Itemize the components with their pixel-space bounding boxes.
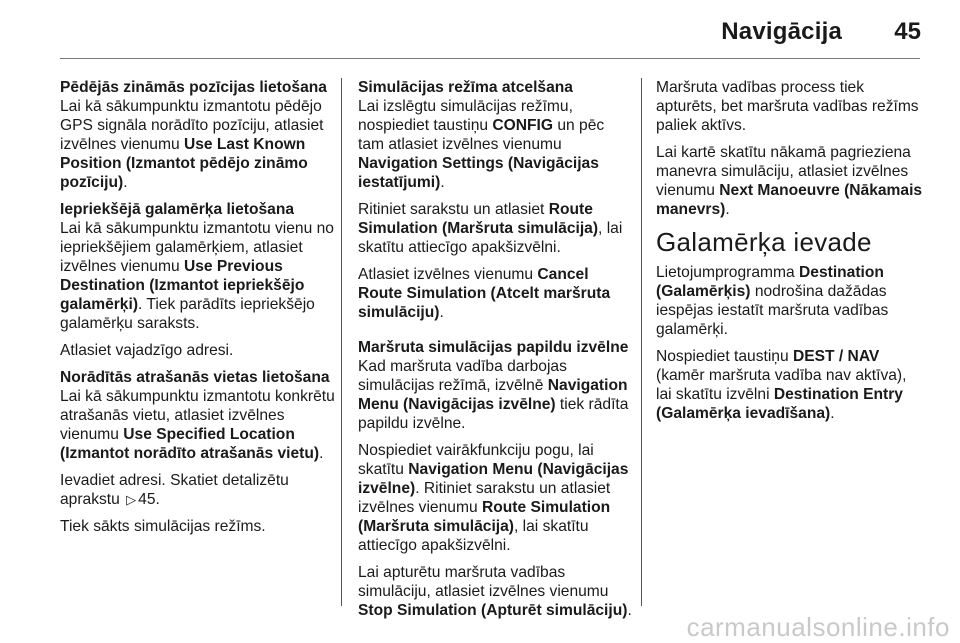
- section-heading-previous-destination: Iepriekšējā galamērķa lietošana: [60, 201, 295, 218]
- button-reference: CONFIG: [492, 117, 554, 134]
- paragraph: Kad maršruta vadība darbojas simulācijas režīmā, izvēlnē Navigation Menu (Navigācijas izvēlne) tiek rādīta papildu izvēlne.: [358, 358, 629, 432]
- menu-item-reference: Next Manoeuvre (Nākamais manevrs): [656, 182, 923, 218]
- page-number: 45: [894, 18, 921, 45]
- menu-item-reference: Navigation Settings (Navigācijas iestatījumi): [358, 155, 599, 191]
- section-heading-simulation-submenu: Maršruta simulācijas papildu izvēlne: [358, 339, 629, 356]
- button-reference: DEST / NAV: [792, 348, 880, 365]
- paragraph: Ievadiet adresi. Skatiet detalizētu aprakstu ▷ 45.: [60, 472, 289, 508]
- section-title-destination-entry: Galamērķa ievade: [656, 227, 872, 257]
- paragraph: Lietojumprogramma Destination (Galamērķis) nodrošina dažādas iespējas iestatīt maršruta vadības galamērķi.: [656, 264, 889, 338]
- menu-item-reference: Navigation Menu (Navigācijas izvēlne): [358, 377, 628, 413]
- column-3: [656, 78, 926, 431]
- header-divider: [60, 58, 920, 59]
- menu-item-reference: Route Simulation (Maršruta simulācija): [358, 201, 599, 237]
- menu-item-reference: Destination Entry (Galamērķa ievadīšana): [656, 386, 903, 422]
- menu-item-reference: Stop Simulation (Apturēt simulāciju): [358, 602, 628, 619]
- app-reference: Destination (Galamērķis): [656, 264, 884, 300]
- menu-item-reference: Use Specified Location (Izmantot norādīto atrašanās vietu): [60, 426, 320, 462]
- paragraph: Atlasiet izvēlnes vienumu Cancel Route Simulation (Atcelt maršruta simulāciju).: [358, 266, 611, 321]
- paragraph: Lai kā sākumpunktu izmantotu vienu no iepriekšējiem galamērķiem, atlasiet izvēlnes vienumu Use Previous Destination (Izmantot iepriekšējo galamērķi). Tiek parādīts iepriekšējo galamērķu saraksts.: [60, 220, 334, 332]
- watermark: carmanualsonline.info: [686, 612, 950, 642]
- paragraph: Atlasiet vajadzīgo adresi.: [60, 342, 234, 359]
- menu-item-reference: Use Previous Destination (Izmantot iepriekšējo galamērķi): [60, 258, 305, 313]
- paragraph: Nospiediet vairākfunkciju pogu, lai skatītu Navigation Menu (Navigācijas izvēlne). Ritiniet sarakstu un atlasiet izvēlnes vienumu Route Simulation (Maršruta simulācija), lai skatītu attiecīgo apakšizvēlni.: [358, 442, 629, 554]
- paragraph: Lai izslēgtu simulācijas režīmu, nospiediet taustiņu CONFIG un pēc tam atlasiet izvēlnes vienumu Navigation Settings (Navigācijas iestatījumi).: [358, 98, 605, 191]
- column-divider-2: [641, 78, 642, 606]
- paragraph: Lai kā sākumpunktu izmantotu pēdējo GPS signāla norādīto pozīciju, atlasiet izvēlnes vienumu Use Last Known Position (Izmantot pēdējo zināmo pozīciju).: [60, 98, 324, 191]
- paragraph: Lai kā sākumpunktu izmantotu konkrētu atrašanās vietu, atlasiet izvēlnes vienumu Use Specified Location (Izmantot norādīto atrašanās vietu).: [60, 388, 335, 462]
- column-2: [358, 78, 633, 628]
- page-reference-icon: ▷: [126, 492, 137, 507]
- paragraph: Ritiniet sarakstu un atlasiet Route Simulation (Maršruta simulācija), lai skatītu attiecīgo apakšizvēlni.: [358, 201, 623, 256]
- menu-item-reference: Cancel Route Simulation (Atcelt maršruta simulāciju): [358, 266, 611, 321]
- page-title: Navigācija: [721, 18, 842, 45]
- column-1: [60, 78, 335, 544]
- paragraph: Maršruta vadības process tiek apturēts, bet maršruta vadības režīms paliek aktīvs.: [656, 79, 919, 134]
- paragraph: Lai apturētu maršruta vadības simulāciju, atlasiet izvēlnes vienumu Stop Simulation (Apturēt simulāciju).: [358, 564, 632, 619]
- menu-item-reference: Navigation Menu (Navigācijas izvēlne): [358, 461, 629, 497]
- menu-item-reference: Use Last Known Position (Izmantot pēdējo zināmo pozīciju): [60, 136, 308, 191]
- section-heading-cancel-simulation: Simulācijas režīma atcelšana: [358, 79, 573, 96]
- paragraph: Lai kartē skatītu nākamā pagrieziena manevra simulāciju, atlasiet izvēlnes vienumu Next Manoeuvre (Nākamais manevrs).: [656, 144, 923, 218]
- menu-item-reference: Route Simulation (Maršruta simulācija): [358, 499, 611, 535]
- section-heading-last-known-position: Pēdējās zināmās pozīcijas lietošana: [60, 79, 327, 96]
- section-heading-specified-location: Norādītās atrašanās vietas lietošana: [60, 369, 330, 386]
- paragraph: Tiek sākts simulācijas režīms.: [60, 518, 266, 535]
- paragraph: Nospiediet taustiņu DEST / NAV (kamēr maršruta vadība nav aktīva), lai skatītu izvēlni Destination Entry (Galamērķa ievadīšana).: [656, 348, 907, 422]
- column-divider-1: [341, 78, 342, 606]
